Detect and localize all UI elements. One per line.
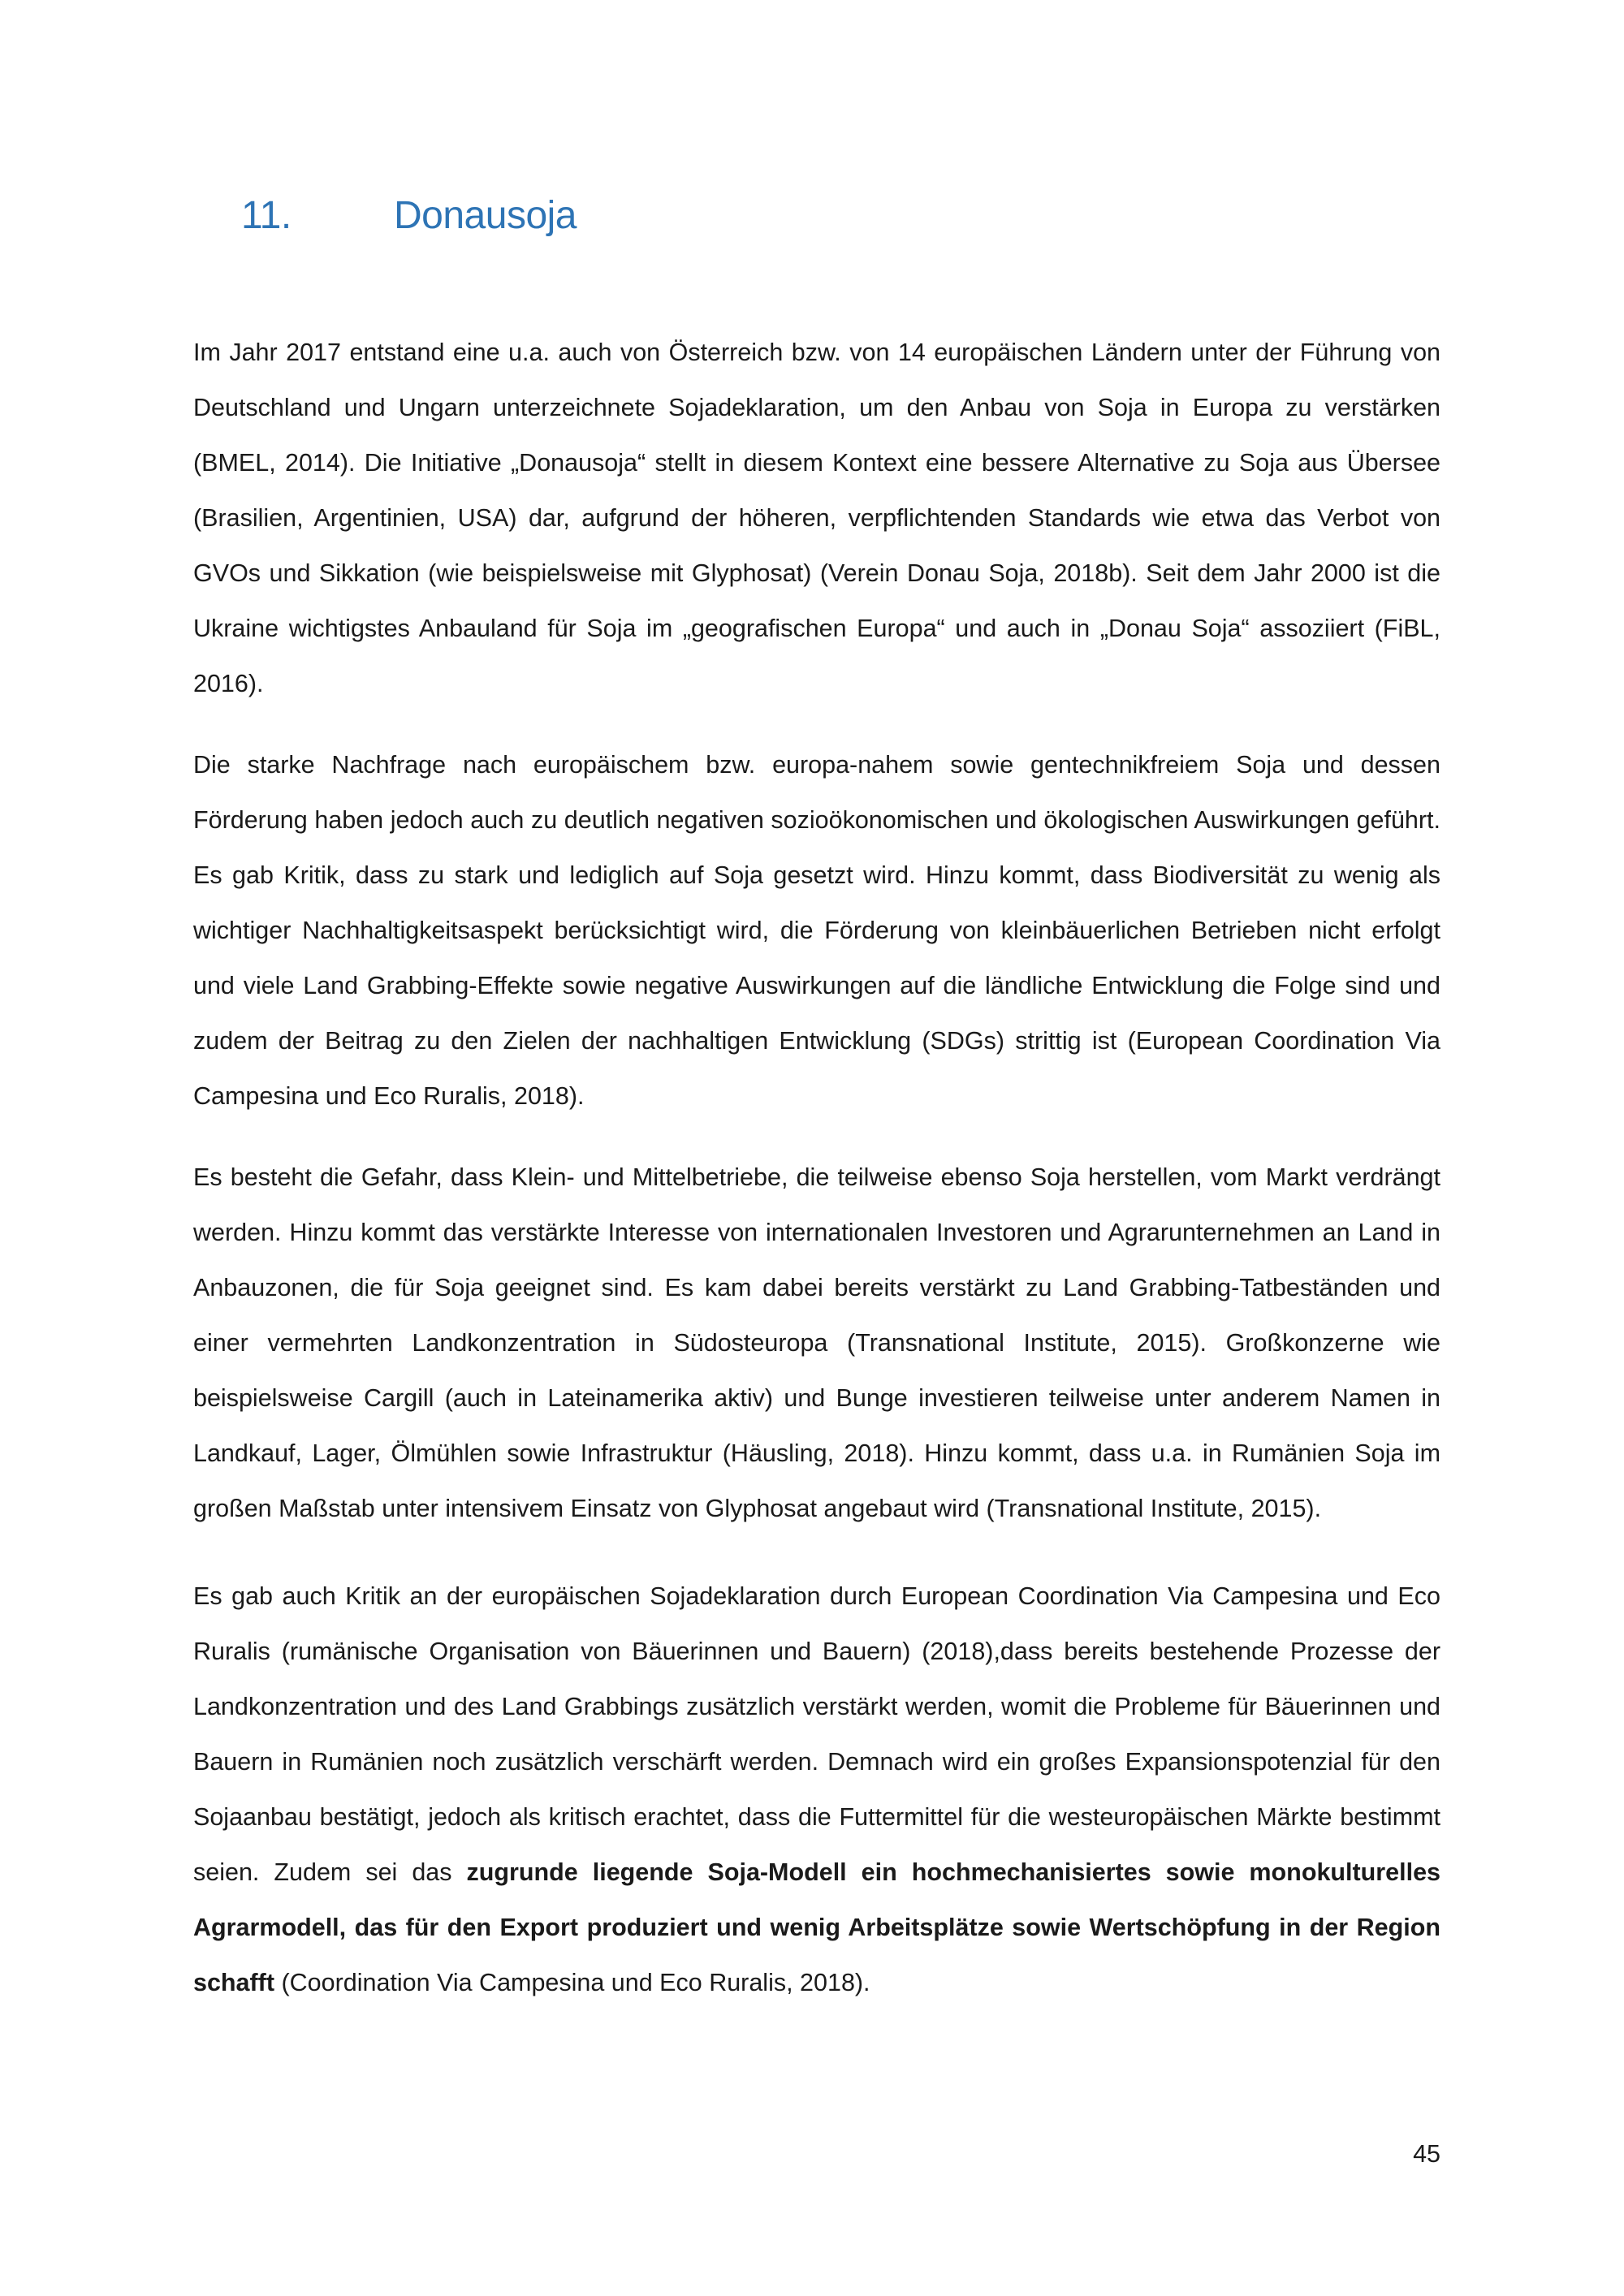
section-number: 11. xyxy=(241,194,292,237)
body-text xyxy=(193,325,1440,2038)
paragraph-4-bold: zugrunde liegende Soja-Modell ein hochmechanisiertes sowie monokulturelles Agrarmodell, das für den Export produziert und wenig Arbeitsplätze sowie Wertschöpfung in der Region schafft xyxy=(193,1858,1441,1996)
paragraph-4-start: Es gab auch Kritik an der europäischen Sojadeklaration durch European Coordination Via Campesina und Eco Ruralis (rumänische Organisation von Bäuerinnen und Bauern) (2018),dass bereits bestehende Prozesse der Landkonzentration und des Land Grabbings zusätzlich verstärkt werden, womit die Probleme für Bäuerinnen und Bauern in Rumänien noch zusätzlich verschärft werden. Demnach wird ein großes Expansionspotenzial für den Sojaanbau bestätigt, jedoch als kritisch erachtet, dass die Futtermittel für die westeuropäischen Märkte bestimmt seien. Zudem sei das xyxy=(193,1582,1440,1886)
paragraph-1: Im Jahr 2017 entstand eine u.a. auch von Österreich bzw. von 14 europäischen Ländern unter der Führung von Deutschland und Ungarn unterzeichnete Sojadeklaration, um den Anbau von Soja in Europa zu verstärken (BMEL, 2014). Die Initiative „Donausoja“ stellt in diesem Kontext eine bessere Alternative zu Soja aus Übersee (Brasilien, Argentinien, USA) dar, aufgrund der höheren, verpflichtenden Standards wie etwa das Verbot von GVOs und Sikkation (wie beispielsweise mit Glyphosat) (Verein Donau Soja, 2018b). Seit dem Jahr 2000 ist die Ukraine wichtigstes Anbauland für Soja im „geografischen Europa“ und auch in „Donau Soja“ assoziiert (FiBL, 2016). xyxy=(193,339,1440,697)
paragraph-4-end: (Coordination Via Campesina und Eco Ruralis, 2018). xyxy=(274,1969,870,1996)
section-title: Donausoja xyxy=(394,194,577,237)
paragraph-3: Es besteht die Gefahr, dass Klein- und Mittelbetriebe, die teilweise ebenso Soja herstellen, vom Markt verdrängt werden. Hinzu kommt das verstärkte Interesse von internationalen Investoren und Agrarunternehmen an Land in Anbauzonen, die für Soja geeignet sind. Es kam dabei bereits verstärkt zu Land Grabbing-Tatbeständen und einer vermehrten Landkonzentration in Südosteuropa (Transnational Institute, 2015). Großkonzerne wie beispielsweise Cargill (auch in Lateinamerika aktiv) und Bunge investieren teilweise unter anderem Namen in Landkauf, Lager, Ölmühlen sowie Infrastruktur (Häusling, 2018). Hinzu kommt, dass u.a. in Rumänien Soja im großen Maßstab unter intensivem Einsatz von Glyphosat angebaut wird (Transnational Institute, 2015). xyxy=(193,1163,1440,1522)
page-number: 45 xyxy=(1413,2140,1440,2168)
paragraph-2: Die starke Nachfrage nach europäischem bzw. europa-nahem sowie gentechnikfreiem Soja und dessen Förderung haben jedoch auch zu deutlich negativen sozioökonomischen und ökologischen Auswirkungen geführt. Es gab Kritik, dass zu stark und lediglich auf Soja gesetzt wird. Hinzu kommt, dass Biodiversität zu wenig als wichtiger Nachhaltigkeitsaspekt berücksichtigt wird, die Förderung von kleinbäuerlichen Betrieben nicht erfolgt und viele Land Grabbing-Effekte sowie negative Auswirkungen auf die ländliche Entwicklung die Folge sind und zudem der Beitrag zu den Zielen der nachhaltigen Entwicklung (SDGs) strittig ist (European Coordination Via Campesina und Eco Ruralis, 2018). xyxy=(193,751,1440,1110)
section-heading xyxy=(241,193,577,238)
paragraph-4 xyxy=(193,1569,1440,2010)
